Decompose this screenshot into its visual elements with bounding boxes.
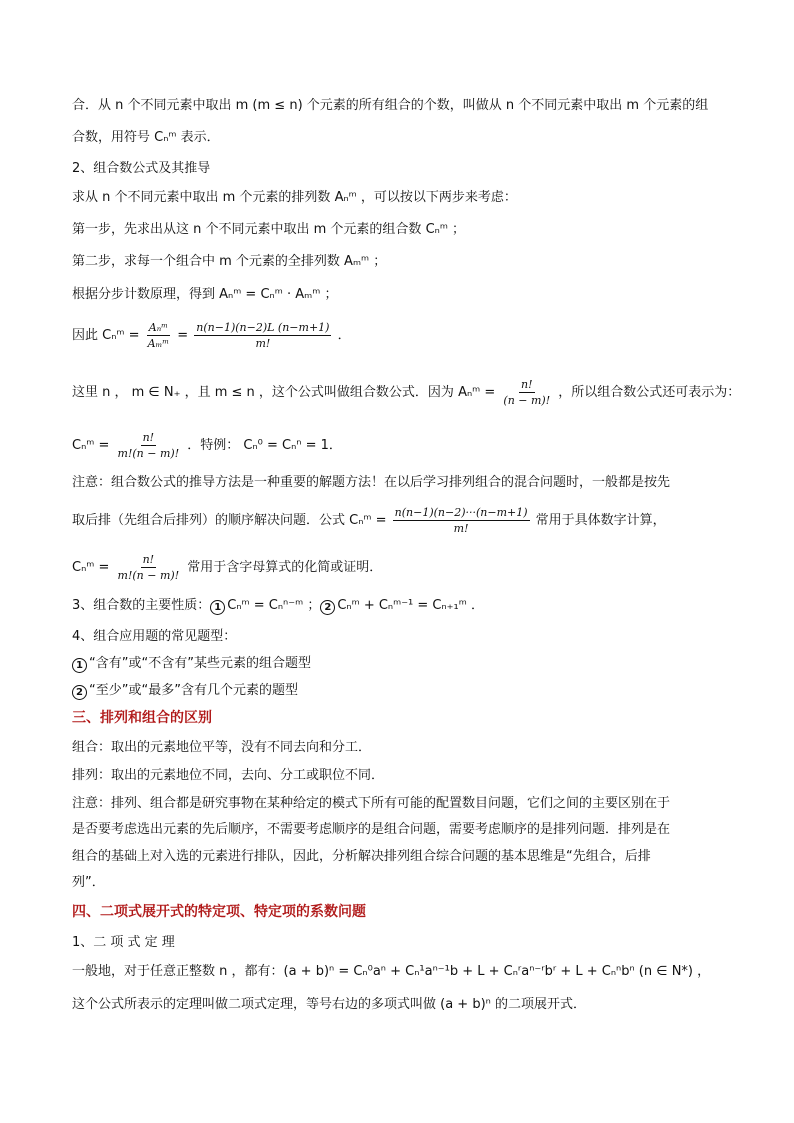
formula-prefix: Cₙᵐ = xyxy=(72,560,110,575)
formula-prefix: 取后排（先组合后排列）的顺序解决问题．公式 Cₙᵐ = xyxy=(72,513,387,528)
property-formula: Cₙᵐ = Cₙⁿ⁻ᵐ ； xyxy=(227,598,321,613)
formula-line xyxy=(72,377,741,408)
fraction xyxy=(116,430,182,461)
paragraph-line: 注意：排列、组合都是研究事物在某种给定的模式下所有可能的配置数目问题，它们之间的主要区别在于 xyxy=(72,796,671,811)
paragraph-line: 合．从 n 个不同元素中取出 m (m ≤ n) 个元素的所有组合的个数，叫做从 n 个不同元素中取出 m 个元素的组 xyxy=(72,98,709,113)
fraction-denominator: m!(n − m)! xyxy=(117,569,180,582)
paragraph-line: 合数，用符号 Cₙᵐ 表示． xyxy=(72,130,220,145)
formula-suffix: ． xyxy=(337,328,351,343)
formula-line xyxy=(72,430,734,461)
formula-suffix: 常用于含字母算式的化简或证明． xyxy=(187,560,383,575)
paragraph-line: 根据分步计数原理，得到 Aₙᵐ = Cₙᵐ · Aₘᵐ ； xyxy=(72,287,338,302)
property-label: 3、组合数的主要性质： xyxy=(72,598,211,613)
circled-number-icon: 1 xyxy=(72,658,87,673)
formula-suffix: ，所以组合数公式还可表示为： xyxy=(558,385,741,400)
formula-line: 一般地，对于任意正整数 n ，都有：(a + b)ⁿ = Cₙ⁰aⁿ + Cₙ¹aⁿ⁻¹b + L + Cₙʳaⁿ⁻ʳbʳ + L + Cₙⁿbⁿ (n ∈ N*) ， xyxy=(72,964,711,979)
circled-number-icon: 2 xyxy=(72,685,87,700)
fraction-denominator: m! xyxy=(255,337,271,350)
section-subheading: 2、组合数公式及其推导 xyxy=(72,161,211,176)
fraction-numerator: n! xyxy=(142,431,155,444)
paragraph-line: 组合的基础上对入选的元素进行排队，因此，分析解决排列组合综合问题的基本思维是“先组合，后排 xyxy=(72,849,651,864)
formula-prefix: 这里 n ， m ∈ N₊ ，且 m ≤ n ，这个公式叫做组合数公式．因为 Aₙᵐ = xyxy=(72,385,496,400)
fraction-denominator: m! xyxy=(453,522,469,535)
paragraph-line: 求从 n 个不同元素中取出 m 个元素的排列数 Aₙᵐ ，可以按以下两步来考虑： xyxy=(72,190,517,205)
paragraph-line: 第一步，先求出从这 n 个不同元素中取出 m 个元素的组合数 Cₙᵐ ； xyxy=(72,222,466,237)
paragraph-line: 列”． xyxy=(72,875,105,890)
paragraph-line: 注意：组合数公式的推导方法是一种重要的解题方法！在以后学习排列组合的混合问题时，一般都是按先 xyxy=(72,475,671,490)
circled-number-icon: 1 xyxy=(210,600,225,615)
formula-suffix: 常用于具体数字计算， xyxy=(535,513,666,528)
fraction-numerator: Aₙᵐ xyxy=(148,321,168,334)
equals-sign: = xyxy=(177,328,189,343)
formula-line xyxy=(72,552,734,583)
list-item-text: “含有”或“不含有”某些元素的组合题型 xyxy=(89,656,311,671)
paragraph-line xyxy=(72,596,734,616)
formula-line xyxy=(72,505,734,536)
paragraph-line: 这个公式所表示的定理叫做二项式定理，等号右边的多项式叫做 (a + b)ⁿ 的二项展开式． xyxy=(72,997,586,1012)
fraction xyxy=(116,552,182,583)
fraction xyxy=(146,320,171,351)
section-subheading: 1、二 项 式 定 理 xyxy=(72,935,175,950)
fraction-numerator: n! xyxy=(142,553,155,566)
list-item xyxy=(72,681,734,701)
fraction-numerator: n! xyxy=(521,378,533,391)
fraction-numerator: n(n−1)(n−2)L (n−m+1) xyxy=(196,321,330,334)
list-item xyxy=(72,654,734,674)
fraction-denominator: Aₘᵐ xyxy=(147,337,170,350)
paragraph-line: 第二步，求每一个组合中 m 个元素的全排列数 Aₘᵐ ； xyxy=(72,254,387,269)
fraction-denominator: m!(n − m)! xyxy=(117,447,180,460)
section-subheading: 4、组合应用题的常见题型： xyxy=(72,629,237,644)
formula-prefix: Cₙᵐ = xyxy=(72,438,110,453)
fraction xyxy=(194,320,331,351)
formula-line xyxy=(72,320,734,351)
section-heading: 三、排列和组合的区别 xyxy=(72,710,212,726)
fraction-denominator: (n − m)! xyxy=(503,394,551,407)
fraction xyxy=(393,505,530,536)
property-formula: Cₙᵐ + Cₙᵐ⁻¹ = Cₙ₊₁ᵐ ． xyxy=(337,598,484,613)
formula-prefix: 因此 Cₙᵐ = xyxy=(72,328,140,343)
section-heading: 四、二项式展开式的特定项、特定项的系数问题 xyxy=(72,904,366,920)
paragraph-line: 排列：取出的元素地位不同，去向、分工或职位不同． xyxy=(72,768,385,783)
fraction-numerator: n(n−1)(n−2)···(n−m+1) xyxy=(394,506,528,519)
formula-suffix: ．特例： Cₙ⁰ = Cₙⁿ = 1． xyxy=(187,438,342,453)
list-item-text: “至少”或“最多”含有几个元素的题型 xyxy=(89,683,298,698)
paragraph-line: 组合：取出的元素地位平等，没有不同去向和分工． xyxy=(72,740,372,755)
fraction xyxy=(501,377,552,408)
circled-number-icon: 2 xyxy=(320,600,335,615)
paragraph-line: 是否要考虑选出元素的先后顺序，不需要考虑顺序的是组合问题，需要考虑顺序的是排列问题．排列是在 xyxy=(72,822,671,837)
